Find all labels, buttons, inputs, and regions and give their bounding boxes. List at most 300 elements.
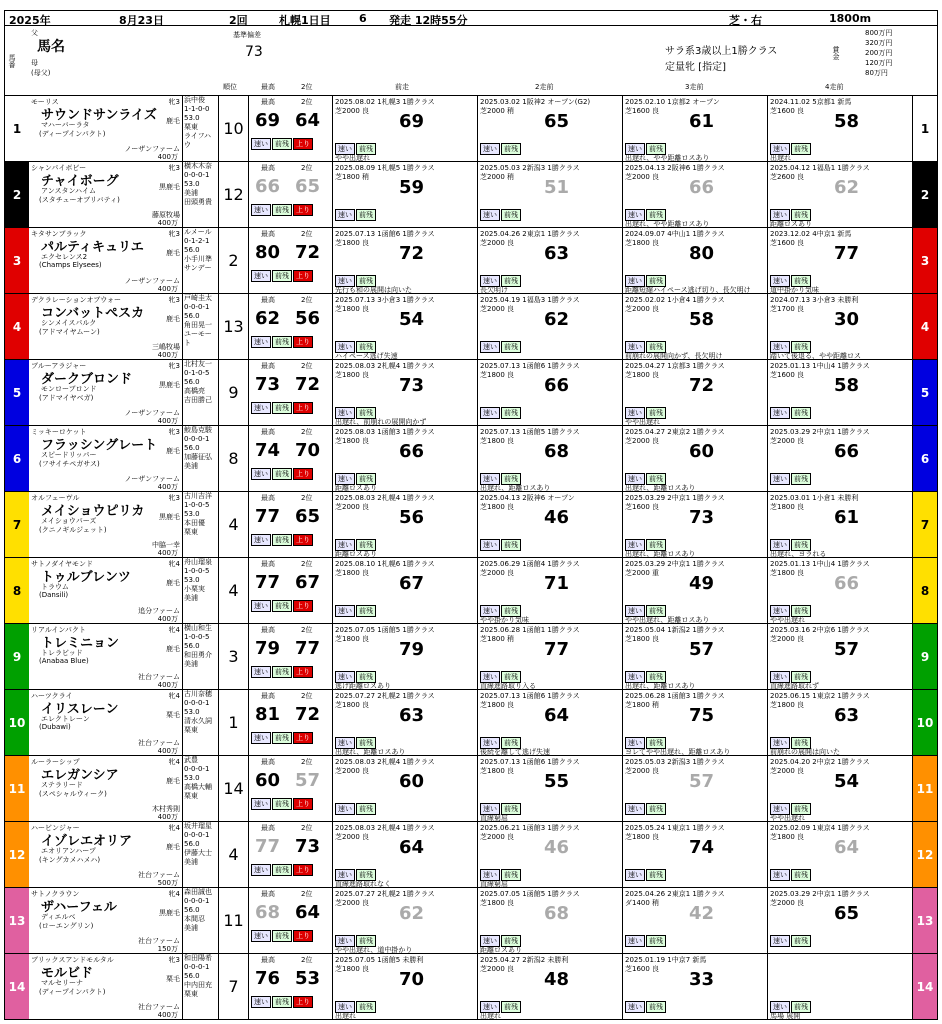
past-race-title: 2025.03.29 2中京1 1勝クラス: [625, 560, 725, 568]
past-race-2[interactable]: [478, 624, 623, 689]
tag-fast: 速い: [625, 275, 645, 287]
past-race-3[interactable]: [623, 294, 768, 359]
past-race-distance: 芝2000 良: [335, 833, 370, 841]
past-race-distance: 芝2000 良: [625, 305, 660, 313]
owner-name: 田頭勇貴: [184, 198, 212, 206]
best-label: 最高: [261, 890, 275, 898]
tag-fast: 速い: [625, 407, 645, 419]
tag-front: 前残: [272, 468, 292, 480]
horse-sex-age: 牝3: [168, 428, 180, 436]
past-race-4[interactable]: [768, 294, 913, 359]
past-race-2[interactable]: [478, 822, 623, 887]
past-race-4[interactable]: [768, 690, 913, 755]
past-race-distance: 芝1600 良: [770, 239, 805, 247]
past-race-distance: 芝2000 良: [770, 635, 805, 643]
horse-name[interactable]: サウンドサンライズ: [41, 108, 157, 123]
prize-4: 120万円: [865, 59, 893, 67]
tag-fast: 速い: [480, 869, 500, 881]
horse-row[interactable]: [5, 822, 937, 888]
tag-fast: 速い: [770, 737, 790, 749]
horse-number-right: 11: [913, 756, 937, 821]
past-race-3[interactable]: [623, 822, 768, 887]
tag-fast: 速い: [335, 407, 355, 419]
past-race-distance: 芝1800 良: [480, 899, 515, 907]
past-race-1[interactable]: [333, 162, 478, 227]
past-race-index: 73: [689, 507, 715, 528]
tag-front: 前残: [646, 143, 666, 155]
past-race-index: 75: [689, 705, 715, 726]
past-race-distance: 芝2000 稍: [480, 107, 515, 115]
tag-fast: 速い: [335, 605, 355, 617]
horse-sire: ブリックスアンドモルタル: [31, 956, 114, 964]
jockey-name: 浜中俊: [184, 96, 205, 104]
best-index: 77: [255, 836, 281, 857]
horse-coat: 鹿毛: [166, 579, 180, 587]
past-race-1[interactable]: [333, 228, 478, 293]
second-index: 65: [295, 506, 321, 527]
past-race-index: 67: [399, 573, 425, 594]
past-race-4[interactable]: [768, 426, 913, 491]
past-race-comment: 出遅れ: [335, 1012, 356, 1019]
past-race-index: 33: [689, 969, 715, 990]
tag-fast: 速い: [480, 737, 500, 749]
second-index: 56: [295, 308, 321, 329]
second-label: 2位: [301, 428, 313, 436]
past-race-2[interactable]: [478, 228, 623, 293]
horse-name[interactable]: コンバットペスカ: [41, 306, 145, 321]
best-index: 68: [255, 902, 281, 923]
past-race-comment: 直線窮屈: [480, 880, 508, 887]
jockey-weight: 56.0: [184, 840, 200, 848]
second-label: 2位: [301, 758, 313, 766]
past-race-3[interactable]: [623, 624, 768, 689]
past-race-distance: 芝2000 良: [625, 767, 660, 775]
tag-fast: 速い: [251, 534, 271, 546]
past-race-index: 66: [689, 177, 715, 198]
past-race-title: 2025.08.03 2札幌4 1勝クラス: [335, 362, 435, 370]
past-race-index: 54: [834, 771, 860, 792]
horse-dam: トレラビッド: [41, 649, 83, 657]
past-race-3[interactable]: [623, 96, 768, 161]
best-index: 76: [255, 968, 281, 989]
horse-sire: サトノダイヤモンド: [31, 560, 93, 568]
horse-dam: マルセリーナ: [41, 979, 83, 987]
tag-fast: 速い: [480, 1001, 500, 1013]
past-race-title: 2025.05.04 1新潟2 1勝クラス: [625, 626, 725, 634]
past-race-1[interactable]: [333, 558, 478, 623]
past-race-title: 2025.06.15 1東京2 1勝クラス: [770, 692, 870, 700]
horse-name[interactable]: チャイボーグ: [41, 174, 119, 189]
horse-info: [29, 558, 219, 623]
horse-damsire: (アドマイヤムーン): [39, 328, 100, 336]
jockey-record: 0-0-0-1: [184, 765, 210, 773]
past-race-comment: 直線進路取れなく: [335, 880, 391, 887]
past-race-2[interactable]: [478, 96, 623, 161]
past-race-3[interactable]: [623, 954, 768, 1019]
past-race-distance: ダ1400 稍: [625, 899, 660, 907]
past-race-2[interactable]: [478, 888, 623, 953]
jockey-record: 0-0-0-1: [184, 897, 210, 905]
past-race-distance: 芝1800 稍: [335, 173, 370, 181]
col-second: 2位: [301, 83, 313, 91]
tag-fast: 速い: [625, 143, 645, 155]
owner-name: 吉田勝己: [184, 396, 212, 404]
horse-row[interactable]: [5, 954, 937, 1020]
tag-front: 前残: [272, 930, 292, 942]
horse-info: [29, 756, 219, 821]
past-race-1[interactable]: [333, 954, 478, 1019]
horse-dam: エクセレンス2: [41, 253, 88, 261]
tag-front: 前残: [356, 1001, 376, 1013]
past-race-distance: 芝2000 良: [770, 437, 805, 445]
jockey-weight: 53.0: [184, 510, 200, 518]
tag-front: 前残: [791, 935, 811, 947]
index-tags: [251, 600, 313, 612]
past-race-comment: 直線進路取り入る: [480, 682, 536, 689]
tag-front: 前残: [791, 671, 811, 683]
tag-fast: 速い: [335, 1001, 355, 1013]
tag-fast: 速い: [335, 935, 355, 947]
horse-row[interactable]: [5, 624, 937, 690]
horse-coat: 鹿毛: [166, 447, 180, 455]
index-tags: [251, 534, 313, 546]
tag-fast: 速い: [480, 671, 500, 683]
past-race-index: 62: [544, 309, 570, 330]
horse-row[interactable]: [5, 360, 937, 426]
second-label: 2位: [301, 230, 313, 238]
past-race-distance: 芝1800 良: [770, 701, 805, 709]
past-race-index: 68: [544, 441, 570, 462]
past-race-3[interactable]: [623, 492, 768, 557]
past-race-index: 63: [544, 243, 570, 264]
past-race-title: 2025.02.09 1東京4 1勝クラス: [770, 824, 870, 832]
tag-front: 前残: [501, 869, 521, 881]
jockey-record: 0-0-0-1: [184, 171, 210, 179]
horse-number-right: 8: [913, 558, 937, 623]
horse-number-right: 9: [913, 624, 937, 689]
horse-name[interactable]: イゾレエオリア: [41, 834, 133, 849]
horse-number: 9: [5, 624, 29, 689]
past-race-comment: 距離ロスあり: [335, 550, 377, 557]
past-race-4[interactable]: [768, 162, 913, 227]
past-race-2[interactable]: [478, 162, 623, 227]
horse-number-right: 3: [913, 228, 937, 293]
past-race-1[interactable]: [333, 492, 478, 557]
race-distance: 1800m: [829, 12, 872, 25]
past-race-index: 66: [544, 375, 570, 396]
horse-number: 4: [5, 294, 29, 359]
past-race-4[interactable]: [768, 558, 913, 623]
index-values: [249, 96, 333, 161]
owner-name: 栗東: [184, 792, 198, 800]
horse-info: [29, 492, 219, 557]
tag-fast: 速い: [251, 402, 271, 414]
past-race-title: 2025.04.26 2東京1 1勝クラス: [625, 890, 725, 898]
past-race-3[interactable]: [623, 360, 768, 425]
tag-fast: 速い: [770, 539, 790, 551]
past-race-distance: 芝2000 良: [625, 173, 660, 181]
past-race-distance: 芝1600 良: [625, 503, 660, 511]
tag-front: 前残: [272, 204, 292, 216]
tag-fast: 速い: [770, 671, 790, 683]
past-race-3[interactable]: [623, 162, 768, 227]
tag-front: 前残: [501, 341, 521, 353]
past-race-4[interactable]: [768, 888, 913, 953]
past-race-distance: 芝2000 良: [480, 833, 515, 841]
tag-front: 前残: [646, 1001, 666, 1013]
horse-sex-age: 牝3: [168, 296, 180, 304]
horse-info: [29, 822, 219, 887]
past-race-4[interactable]: [768, 822, 913, 887]
past-race-index: 65: [834, 903, 860, 924]
best-index: 73: [255, 374, 281, 395]
tag-front: 前残: [646, 407, 666, 419]
past-race-title: 2023.12.02 4中京1 新馬: [770, 230, 852, 238]
past-race-index: 57: [689, 771, 715, 792]
tag-fast: 速い: [251, 798, 271, 810]
past-race-3[interactable]: [623, 228, 768, 293]
horse-rank: 7: [219, 954, 249, 1019]
race-number: 6: [359, 12, 367, 25]
horse-prize: 400万: [157, 417, 178, 425]
second-index: 77: [295, 638, 321, 659]
horse-info: [29, 690, 219, 755]
tag-fast: 速い: [480, 935, 500, 947]
horse-name[interactable]: エレガンシア: [41, 768, 119, 783]
past-race-comment: ハイペース逃げ失速: [335, 352, 398, 359]
horse-row[interactable]: [5, 888, 937, 954]
past-race-3[interactable]: [623, 426, 768, 491]
best-index: 80: [255, 242, 281, 263]
past-race-index: 49: [689, 573, 715, 594]
past-race-1[interactable]: [333, 294, 478, 359]
tag-high: 上り: [293, 270, 313, 282]
tag-fast: 速い: [625, 935, 645, 947]
past-race-2[interactable]: [478, 954, 623, 1019]
horse-info: [29, 888, 219, 953]
second-index: 73: [295, 836, 321, 857]
best-label: 最高: [261, 230, 275, 238]
past-race-1[interactable]: [333, 96, 478, 161]
past-race-distance: 芝1800 稍: [480, 635, 515, 643]
race-card-sheet: [4, 10, 938, 1020]
jockey-info: [182, 756, 218, 821]
horse-number: 7: [5, 492, 29, 557]
past-race-4[interactable]: [768, 954, 913, 1019]
past-race-index: 62: [834, 177, 860, 198]
jockey-name: 舟山瑠泉: [184, 558, 212, 566]
trainer-name: 高橋大輔: [184, 783, 212, 791]
horse-name[interactable]: トゥルブレンツ: [41, 570, 131, 585]
tag-front: 前残: [646, 473, 666, 485]
past-race-index: 30: [834, 309, 860, 330]
tag-front: 前残: [501, 209, 521, 221]
past-race-index: 80: [689, 243, 715, 264]
past-race-comment: 距離短縮ハイペース逃げ切り、長欠明け: [625, 286, 751, 293]
col-prev3: 3走前: [685, 83, 704, 91]
jockey-weight: 56.0: [184, 246, 200, 254]
jockey-info: [182, 228, 218, 293]
jockey-record: 0-0-0-1: [184, 303, 210, 311]
col-sire: 父: [31, 29, 38, 37]
horse-damsire: (Dubawi): [39, 723, 71, 731]
best-index: 77: [255, 572, 281, 593]
tag-front: 前残: [646, 605, 666, 617]
past-race-1[interactable]: [333, 888, 478, 953]
horse-row[interactable]: [5, 294, 937, 360]
past-race-1[interactable]: [333, 624, 478, 689]
horse-sex-age: 牝3: [168, 164, 180, 172]
past-race-1[interactable]: [333, 756, 478, 821]
past-race-3[interactable]: [623, 888, 768, 953]
past-race-4[interactable]: [768, 360, 913, 425]
trainer-name: 高橋亮: [184, 387, 205, 395]
horse-row[interactable]: [5, 228, 937, 294]
past-race-2[interactable]: [478, 360, 623, 425]
horse-row[interactable]: [5, 96, 937, 162]
past-race-comment: [623, 945, 767, 953]
past-race-index: 61: [834, 507, 860, 528]
horse-number-right: 1: [913, 96, 937, 161]
tag-high: 上り: [293, 732, 313, 744]
horse-dam: メイショウパーズ: [41, 517, 97, 525]
past-race-title: 2025.08.03 2札幌4 1勝クラス: [335, 758, 435, 766]
horse-name[interactable]: モルビド: [41, 966, 94, 981]
horse-row[interactable]: [5, 756, 937, 822]
index-values: [249, 888, 333, 953]
tag-front: 前残: [791, 803, 811, 815]
past-race-comment: 前崩れの展開向かず、長欠明け: [625, 352, 723, 359]
horse-number-right: 13: [913, 888, 937, 953]
tag-front: 前残: [501, 407, 521, 419]
past-race-title: 2025.07.13 1函館6 1勝クラス: [480, 362, 580, 370]
past-race-index: 69: [399, 111, 425, 132]
past-race-4[interactable]: [768, 228, 913, 293]
past-race-2[interactable]: [478, 294, 623, 359]
horse-name[interactable]: イリスレーン: [41, 702, 119, 717]
horse-number: 2: [5, 162, 29, 227]
past-race-index: 57: [834, 639, 860, 660]
past-race-4[interactable]: [768, 624, 913, 689]
past-race-index: 71: [544, 573, 570, 594]
past-race-3[interactable]: [623, 756, 768, 821]
horse-sire: モーリス: [31, 98, 59, 106]
tag-fast: 速い: [335, 869, 355, 881]
past-race-distance: 芝1800 良: [625, 371, 660, 379]
tag-fast: 速い: [251, 336, 271, 348]
horse-breeder: 三嶋牧場: [152, 343, 180, 351]
past-race-comment: [478, 351, 622, 359]
owner-name: 栗東: [184, 990, 198, 998]
horse-name[interactable]: メイショウピリカ: [41, 504, 145, 519]
past-race-title: 2025.06.28 1函館3 1勝クラス: [625, 692, 725, 700]
horse-sire: シャンパイボビー: [31, 164, 87, 172]
tag-front: 前残: [356, 605, 376, 617]
tag-front: 前残: [272, 864, 292, 876]
horse-number: 10: [5, 690, 29, 755]
index-tags: [251, 666, 313, 678]
past-race-3[interactable]: [623, 558, 768, 623]
tag-fast: 速い: [251, 666, 271, 678]
past-race-1[interactable]: [333, 426, 478, 491]
horse-number: 14: [5, 954, 29, 1019]
past-race-index: 77: [834, 243, 860, 264]
jockey-name: 横木木奈: [184, 162, 212, 170]
past-race-4[interactable]: [768, 96, 913, 161]
past-race-4[interactable]: [768, 492, 913, 557]
horse-prize: 400万: [157, 747, 178, 755]
horse-row[interactable]: [5, 162, 937, 228]
past-race-2[interactable]: [478, 492, 623, 557]
jockey-weight: 56.0: [184, 444, 200, 452]
past-race-2[interactable]: [478, 558, 623, 623]
past-race-distance: 芝2000 良: [335, 107, 370, 115]
past-race-title: 2024.07.13 3小倉3 未勝利: [770, 296, 859, 304]
past-race-2[interactable]: [478, 690, 623, 755]
past-race-title: 2025.07.13 1函館6 1勝クラス: [480, 758, 580, 766]
past-race-title: 2025.08.09 1札幌5 1勝クラス: [335, 164, 435, 172]
past-race-index: 64: [544, 705, 570, 726]
past-race-index: 58: [689, 309, 715, 330]
second-index: 72: [295, 704, 321, 725]
owner-name: ライフハウ: [184, 132, 212, 149]
past-race-2[interactable]: [478, 426, 623, 491]
horse-prize: 500万: [157, 879, 178, 887]
past-race-comment: 距離ロスあり: [335, 484, 377, 491]
horse-name[interactable]: ザハーフェル: [41, 900, 117, 915]
tag-high: 上り: [293, 930, 313, 942]
horse-info: [29, 294, 219, 359]
best-index: 74: [255, 440, 281, 461]
tag-high: 上り: [293, 666, 313, 678]
horse-row[interactable]: [5, 492, 937, 558]
horse-coat: 黒鹿毛: [159, 381, 180, 389]
horse-row[interactable]: [5, 426, 937, 492]
horse-sex-age: 牝3: [168, 98, 180, 106]
horse-name[interactable]: フラッシングレート: [41, 438, 158, 453]
horse-name[interactable]: ダークブロンド: [41, 372, 133, 387]
horse-number-right: 7: [913, 492, 937, 557]
horse-coat: 鹿毛: [166, 117, 180, 125]
past-race-title: 2025.02.10 1京都2 オープン: [625, 98, 720, 106]
past-race-1[interactable]: [333, 690, 478, 755]
past-race-4[interactable]: [768, 756, 913, 821]
past-race-1[interactable]: [333, 822, 478, 887]
past-race-comment: [333, 813, 477, 821]
past-race-index: 46: [544, 837, 570, 858]
past-race-title: 2025.04.27 2新潟2 未勝利: [480, 956, 569, 964]
horse-row[interactable]: [5, 690, 937, 756]
horse-name[interactable]: トレミニョン: [41, 636, 120, 651]
jockey-weight: 53.0: [184, 708, 200, 716]
past-race-distance: 芝1600 良: [770, 107, 805, 115]
race-kai: 2回: [229, 14, 248, 27]
tag-front: 前残: [501, 143, 521, 155]
horse-row[interactable]: [5, 558, 937, 624]
jockey-record: 0-0-0-1: [184, 435, 210, 443]
past-race-1[interactable]: [333, 360, 478, 425]
past-race-3[interactable]: [623, 690, 768, 755]
horse-sex-age: 牝4: [168, 824, 180, 832]
owner-name: 栗東: [184, 528, 198, 536]
past-race-2[interactable]: [478, 756, 623, 821]
past-race-title: 2025.03.16 2中京6 1勝クラス: [770, 626, 870, 634]
horse-name[interactable]: パルティキュリエ: [41, 240, 144, 255]
tag-front: 前残: [356, 869, 376, 881]
horse-sex-age: 牝3: [168, 494, 180, 502]
tag-front: 前残: [356, 803, 376, 815]
past-race-index: 68: [544, 903, 570, 924]
